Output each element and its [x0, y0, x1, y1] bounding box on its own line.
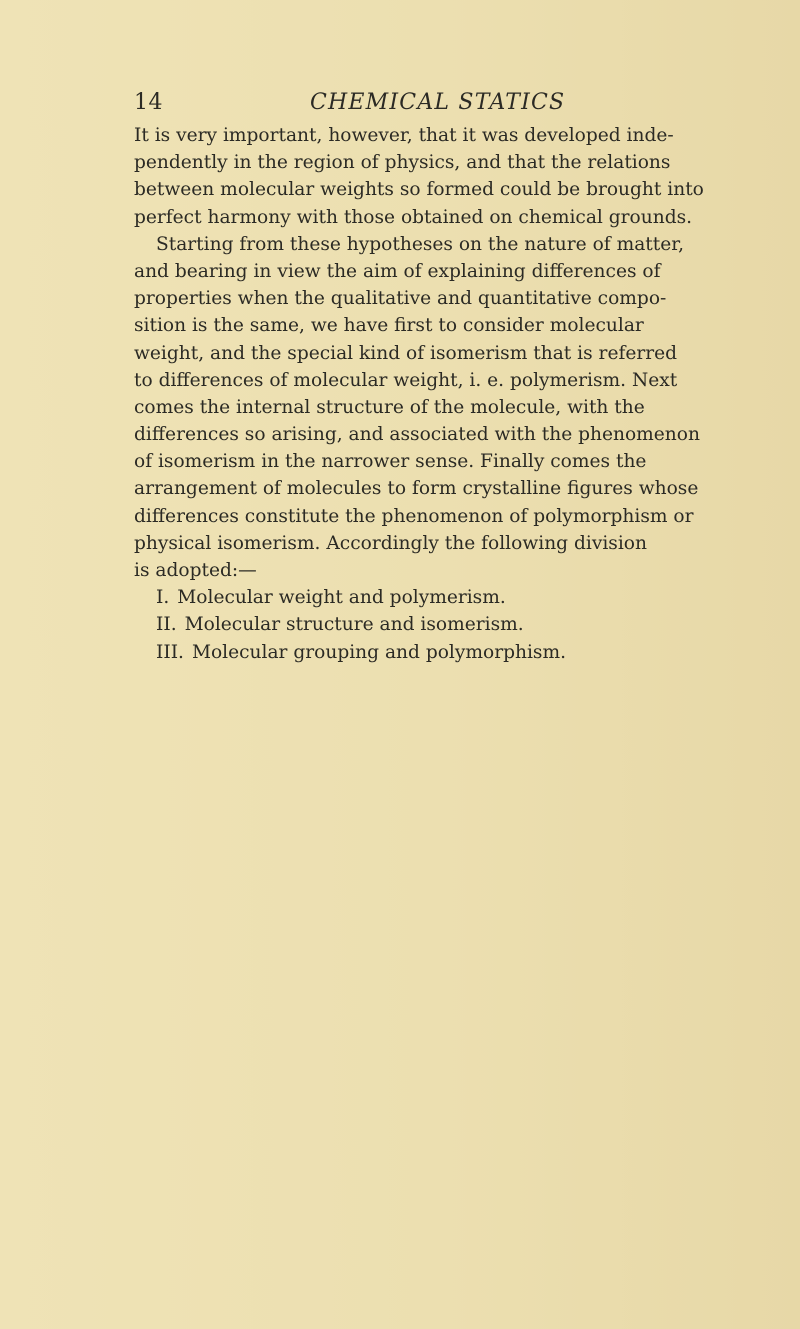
text-line: to differences of molecular weight, i. e. polymerism. Next: [134, 369, 678, 391]
list-item: [134, 639, 754, 666]
text-line: and bearing in view the aim of explaining differences of: [134, 260, 661, 282]
text-line: between molecular weights so formed could be brought into: [134, 179, 704, 201]
body-text: [134, 122, 754, 666]
list-item-number: III.: [156, 641, 184, 663]
text-line: Starting from these hypotheses on the nature of matter,: [156, 233, 684, 255]
list-item: [134, 611, 754, 638]
text-line: differences so arising, and associated with the phenomenon: [134, 424, 700, 446]
text-line: perfect harmony with those obtained on chemical grounds.: [134, 206, 693, 228]
text-line: sition is the same, we have first to consider molecular: [134, 315, 644, 337]
list-item-text: Molecular grouping and polymorphism.: [191, 641, 566, 663]
text-line: It is very important, however, that it was developed inde-: [134, 125, 674, 146]
text-line: differences constitute the phenomenon of polymorphism or: [134, 505, 694, 527]
running-title: CHEMICAL STATICS: [310, 90, 566, 115]
text-line: pendently in the region of physics, and that the relations: [134, 152, 671, 174]
text-line: comes the internal structure of the molecule, with the: [134, 396, 645, 418]
text-line: arrangement of molecules to form crystalline figures whose: [134, 478, 699, 500]
page-number: 14: [134, 90, 163, 115]
text-line: is adopted:—: [134, 560, 257, 581]
text-line: of isomerism in the narrower sense. Finally comes the: [134, 451, 647, 473]
text-line: weight, and the special kind of isomerism that is referred: [134, 342, 678, 364]
list-item-number: II.: [156, 614, 177, 636]
list-item-number: I.: [156, 587, 170, 609]
running-head: [134, 88, 714, 118]
list-item-text: Molecular weight and polymerism.: [177, 587, 506, 609]
text-line: physical isomerism. Accordingly the following division: [134, 532, 647, 554]
list-item-text: Molecular structure and isomerism.: [184, 614, 524, 636]
text-line: properties when the qualitative and quantitative compo-: [134, 288, 667, 310]
division-list: [134, 584, 754, 666]
list-item: [134, 584, 754, 611]
